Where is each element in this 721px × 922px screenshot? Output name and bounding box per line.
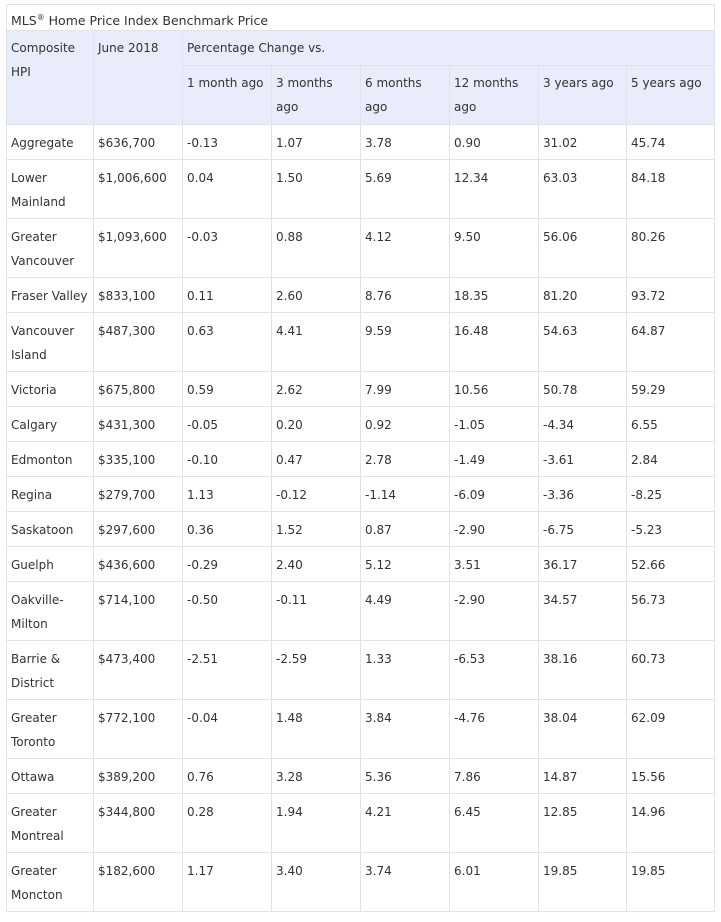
region-name-cell: Greater Toronto bbox=[7, 700, 94, 759]
pct-change-cell: 1.48 bbox=[272, 700, 361, 759]
pct-change-cell: -0.04 bbox=[183, 700, 272, 759]
pct-change-cell: -2.90 bbox=[450, 582, 539, 641]
header-period: 5 years ago bbox=[627, 66, 715, 125]
pct-change-cell: 0.88 bbox=[272, 219, 361, 278]
pct-change-cell: 2.60 bbox=[272, 278, 361, 313]
pct-change-cell: 4.41 bbox=[272, 313, 361, 372]
table-row bbox=[7, 313, 715, 372]
pct-change-cell: 54.63 bbox=[539, 313, 627, 372]
pct-change-cell: -2.51 bbox=[183, 641, 272, 700]
benchmark-price-cell: $675,800 bbox=[94, 372, 183, 407]
pct-change-cell: 5.12 bbox=[361, 547, 450, 582]
pct-change-cell: 0.11 bbox=[183, 278, 272, 313]
benchmark-price-cell: $344,800 bbox=[94, 794, 183, 853]
table-row bbox=[7, 582, 715, 641]
pct-change-cell: 52.66 bbox=[627, 547, 715, 582]
benchmark-price-cell: $431,300 bbox=[94, 407, 183, 442]
pct-change-cell: -2.59 bbox=[272, 641, 361, 700]
header-date: June 2018 bbox=[94, 31, 183, 125]
region-name-cell: Greater Vancouver bbox=[7, 219, 94, 278]
pct-change-cell: 6.01 bbox=[450, 853, 539, 912]
pct-change-cell: 12.85 bbox=[539, 794, 627, 853]
pct-change-cell: 3.40 bbox=[272, 853, 361, 912]
pct-change-cell: 45.74 bbox=[627, 125, 715, 160]
header-row-1 bbox=[7, 31, 715, 66]
pct-change-cell: 5.36 bbox=[361, 759, 450, 794]
pct-change-cell: 60.73 bbox=[627, 641, 715, 700]
pct-change-cell: 1.33 bbox=[361, 641, 450, 700]
pct-change-cell: 1.13 bbox=[183, 477, 272, 512]
pct-change-cell: 1.50 bbox=[272, 160, 361, 219]
pct-change-cell: -8.25 bbox=[627, 477, 715, 512]
pct-change-cell: 19.85 bbox=[627, 853, 715, 912]
pct-change-cell: 0.04 bbox=[183, 160, 272, 219]
pct-change-cell: 93.72 bbox=[627, 278, 715, 313]
pct-change-cell: 56.73 bbox=[627, 582, 715, 641]
table-row bbox=[7, 641, 715, 700]
region-name-cell: Regina bbox=[7, 477, 94, 512]
pct-change-cell: -3.36 bbox=[539, 477, 627, 512]
header-period: 12 months ago bbox=[450, 66, 539, 125]
benchmark-price-cell: $833,100 bbox=[94, 278, 183, 313]
region-name-cell: Edmonton bbox=[7, 442, 94, 477]
region-name-cell: Vancouver Island bbox=[7, 313, 94, 372]
table-row bbox=[7, 278, 715, 313]
pct-change-cell: 4.21 bbox=[361, 794, 450, 853]
pct-change-cell: -0.50 bbox=[183, 582, 272, 641]
pct-change-cell: 19.85 bbox=[539, 853, 627, 912]
pct-change-cell: 0.20 bbox=[272, 407, 361, 442]
header-composite: Composite HPI bbox=[7, 31, 94, 125]
region-name-cell: Greater Montreal bbox=[7, 794, 94, 853]
pct-change-cell: 81.20 bbox=[539, 278, 627, 313]
table-row bbox=[7, 125, 715, 160]
pct-change-cell: 38.04 bbox=[539, 700, 627, 759]
pct-change-cell: 7.86 bbox=[450, 759, 539, 794]
pct-change-cell: -6.53 bbox=[450, 641, 539, 700]
pct-change-cell: 9.50 bbox=[450, 219, 539, 278]
pct-change-cell: 0.36 bbox=[183, 512, 272, 547]
pct-change-cell: -1.49 bbox=[450, 442, 539, 477]
table-row bbox=[7, 547, 715, 582]
pct-change-cell: 1.52 bbox=[272, 512, 361, 547]
table-body bbox=[7, 125, 715, 912]
table-row bbox=[7, 477, 715, 512]
pct-change-cell: 16.48 bbox=[450, 313, 539, 372]
benchmark-price-cell: $1,006,600 bbox=[94, 160, 183, 219]
pct-change-cell: -6.09 bbox=[450, 477, 539, 512]
pct-change-cell: 8.76 bbox=[361, 278, 450, 313]
pct-change-cell: 84.18 bbox=[627, 160, 715, 219]
header-period: 3 months ago bbox=[272, 66, 361, 125]
pct-change-cell: 14.96 bbox=[627, 794, 715, 853]
pct-change-cell: -1.14 bbox=[361, 477, 450, 512]
pct-change-cell: 2.62 bbox=[272, 372, 361, 407]
pct-change-cell: 12.34 bbox=[450, 160, 539, 219]
table-row bbox=[7, 794, 715, 853]
pct-change-cell: -3.61 bbox=[539, 442, 627, 477]
pct-change-cell: 6.55 bbox=[627, 407, 715, 442]
table-row bbox=[7, 759, 715, 794]
pct-change-cell: 10.56 bbox=[450, 372, 539, 407]
pct-change-cell: 34.57 bbox=[539, 582, 627, 641]
table-row bbox=[7, 160, 715, 219]
pct-change-cell: 3.78 bbox=[361, 125, 450, 160]
region-name-cell: Greater Moncton bbox=[7, 853, 94, 912]
benchmark-price-cell: $714,100 bbox=[94, 582, 183, 641]
header-period: 6 months ago bbox=[361, 66, 450, 125]
region-name-cell: Calgary bbox=[7, 407, 94, 442]
benchmark-price-cell: $772,100 bbox=[94, 700, 183, 759]
region-name-cell: Barrie & District bbox=[7, 641, 94, 700]
pct-change-cell: 1.94 bbox=[272, 794, 361, 853]
pct-change-cell: -0.05 bbox=[183, 407, 272, 442]
region-name-cell: Aggregate bbox=[7, 125, 94, 160]
pct-change-cell: 62.09 bbox=[627, 700, 715, 759]
pct-change-cell: -1.05 bbox=[450, 407, 539, 442]
pct-change-cell: -0.11 bbox=[272, 582, 361, 641]
pct-change-cell: 59.29 bbox=[627, 372, 715, 407]
pct-change-cell: 4.12 bbox=[361, 219, 450, 278]
table-row bbox=[7, 407, 715, 442]
benchmark-price-cell: $182,600 bbox=[94, 853, 183, 912]
pct-change-cell: 0.59 bbox=[183, 372, 272, 407]
pct-change-cell: -0.12 bbox=[272, 477, 361, 512]
table-row bbox=[7, 372, 715, 407]
pct-change-cell: 31.02 bbox=[539, 125, 627, 160]
header-pct-change: Percentage Change vs. bbox=[183, 31, 715, 66]
table-caption bbox=[6, 4, 715, 30]
pct-change-cell: -4.76 bbox=[450, 700, 539, 759]
pct-change-cell: 1.17 bbox=[183, 853, 272, 912]
pct-change-cell: 3.28 bbox=[272, 759, 361, 794]
benchmark-price-cell: $487,300 bbox=[94, 313, 183, 372]
hpi-table-container bbox=[6, 4, 714, 912]
pct-change-cell: 38.16 bbox=[539, 641, 627, 700]
pct-change-cell: 5.69 bbox=[361, 160, 450, 219]
pct-change-cell: 15.56 bbox=[627, 759, 715, 794]
pct-change-cell: 9.59 bbox=[361, 313, 450, 372]
table-row bbox=[7, 512, 715, 547]
region-name-cell: Ottawa bbox=[7, 759, 94, 794]
benchmark-price-cell: $297,600 bbox=[94, 512, 183, 547]
pct-change-cell: -0.10 bbox=[183, 442, 272, 477]
pct-change-cell: 1.07 bbox=[272, 125, 361, 160]
pct-change-cell: 0.90 bbox=[450, 125, 539, 160]
benchmark-price-cell: $335,100 bbox=[94, 442, 183, 477]
caption-rest: Home Price Index Benchmark Price bbox=[44, 13, 269, 29]
region-name-cell: Fraser Valley bbox=[7, 278, 94, 313]
benchmark-price-cell: $636,700 bbox=[94, 125, 183, 160]
pct-change-cell: 0.28 bbox=[183, 794, 272, 853]
pct-change-cell: 0.92 bbox=[361, 407, 450, 442]
hpi-table bbox=[6, 4, 715, 912]
benchmark-price-cell: $1,093,600 bbox=[94, 219, 183, 278]
benchmark-price-cell: $473,400 bbox=[94, 641, 183, 700]
pct-change-cell: 0.63 bbox=[183, 313, 272, 372]
pct-change-cell: 2.84 bbox=[627, 442, 715, 477]
pct-change-cell: -0.29 bbox=[183, 547, 272, 582]
pct-change-cell: 6.45 bbox=[450, 794, 539, 853]
header-period: 3 years ago bbox=[539, 66, 627, 125]
pct-change-cell: 18.35 bbox=[450, 278, 539, 313]
pct-change-cell: -2.90 bbox=[450, 512, 539, 547]
pct-change-cell: -5.23 bbox=[627, 512, 715, 547]
pct-change-cell: -0.13 bbox=[183, 125, 272, 160]
pct-change-cell: -4.34 bbox=[539, 407, 627, 442]
pct-change-cell: 0.47 bbox=[272, 442, 361, 477]
pct-change-cell: 2.78 bbox=[361, 442, 450, 477]
pct-change-cell: 3.74 bbox=[361, 853, 450, 912]
table-row bbox=[7, 700, 715, 759]
region-name-cell: Saskatoon bbox=[7, 512, 94, 547]
caption-registered-mark: ® bbox=[36, 13, 45, 22]
region-name-cell: Guelph bbox=[7, 547, 94, 582]
benchmark-price-cell: $436,600 bbox=[94, 547, 183, 582]
pct-change-cell: 63.03 bbox=[539, 160, 627, 219]
benchmark-price-cell: $279,700 bbox=[94, 477, 183, 512]
pct-change-cell: -6.75 bbox=[539, 512, 627, 547]
pct-change-cell: 3.84 bbox=[361, 700, 450, 759]
pct-change-cell: 0.76 bbox=[183, 759, 272, 794]
benchmark-price-cell: $389,200 bbox=[94, 759, 183, 794]
header-period: 1 month ago bbox=[183, 66, 272, 125]
pct-change-cell: 3.51 bbox=[450, 547, 539, 582]
pct-change-cell: 50.78 bbox=[539, 372, 627, 407]
pct-change-cell: 64.87 bbox=[627, 313, 715, 372]
table-row bbox=[7, 853, 715, 912]
region-name-cell: Victoria bbox=[7, 372, 94, 407]
pct-change-cell: 36.17 bbox=[539, 547, 627, 582]
table-row bbox=[7, 219, 715, 278]
pct-change-cell: 4.49 bbox=[361, 582, 450, 641]
pct-change-cell: -0.03 bbox=[183, 219, 272, 278]
pct-change-cell: 7.99 bbox=[361, 372, 450, 407]
pct-change-cell: 2.40 bbox=[272, 547, 361, 582]
pct-change-cell: 56.06 bbox=[539, 219, 627, 278]
table-head bbox=[7, 31, 715, 125]
caption-text: MLS bbox=[11, 13, 37, 29]
table-row bbox=[7, 442, 715, 477]
region-name-cell: Oakville-Milton bbox=[7, 582, 94, 641]
pct-change-cell: 80.26 bbox=[627, 219, 715, 278]
pct-change-cell: 14.87 bbox=[539, 759, 627, 794]
pct-change-cell: 0.87 bbox=[361, 512, 450, 547]
region-name-cell: Lower Mainland bbox=[7, 160, 94, 219]
